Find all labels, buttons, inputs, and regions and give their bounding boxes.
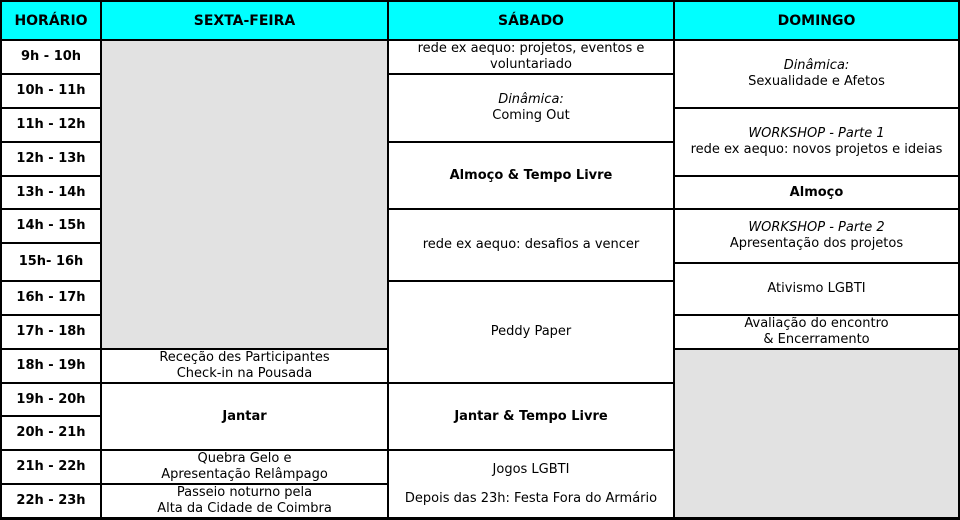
time-slot: 18h - 19h <box>2 350 100 382</box>
friday-icebreaker: Quebra Gelo e Apresentação Relâmpago <box>102 451 387 483</box>
saturday-party: Depois das 23h: Festa Fora do Armário <box>404 490 658 506</box>
saturday-dinner: Jantar & Tempo Livre <box>389 384 673 449</box>
saturday-evening <box>389 451 673 517</box>
header-saturday: SÁBADO <box>389 2 673 39</box>
time-slot: 15h- 16h <box>2 244 100 280</box>
friday-checkin: Receção des Participantes Check-in na Pousada <box>102 350 387 382</box>
time-slot: 22h - 23h <box>2 485 100 517</box>
time-slot: 17h - 18h <box>2 316 100 348</box>
sunday-evaluation: Avaliação do encontro & Encerramento <box>675 316 958 348</box>
sunday-lunch: Almoço <box>675 177 958 208</box>
header-sunday: DOMINGO <box>675 2 958 39</box>
time-slot: 16h - 17h <box>2 282 100 314</box>
friday-night-walk: Passeio noturno pela Alta da Cidade de Coimbra <box>102 485 387 517</box>
friday-empty-slot <box>102 41 387 348</box>
time-slot: 12h - 13h <box>2 143 100 175</box>
sunday-workshop-1: WORKSHOP - Parte 1 rede ex aequo: novos projetos e ideias <box>675 109 958 175</box>
time-slot: 11h - 12h <box>2 109 100 141</box>
saturday-lunch: Almoço & Tempo Livre <box>389 143 673 208</box>
time-slot: 9h - 10h <box>2 41 100 73</box>
sunday-workshop-2: WORKSHOP - Parte 2 Apresentação dos projetos <box>675 210 958 262</box>
sunday-dynamic: Dinâmica: Sexualidade e Afetos <box>675 41 958 107</box>
friday-dinner: Jantar <box>102 384 387 449</box>
saturday-games: Jogos LGBTI <box>492 461 570 477</box>
sunday-empty-slot <box>675 350 958 517</box>
time-slot: 19h - 20h <box>2 384 100 415</box>
saturday-projects: rede ex aequo: projetos, eventos e voluntariado <box>389 41 673 73</box>
saturday-peddy-paper: Peddy Paper <box>389 282 673 382</box>
time-slot: 13h - 14h <box>2 177 100 208</box>
saturday-coming-out: Dinâmica: Coming Out <box>389 75 673 141</box>
header-time: HORÁRIO <box>2 2 100 39</box>
sunday-activism: Ativismo LGBTI <box>675 264 958 314</box>
time-slot: 10h - 11h <box>2 75 100 107</box>
header-friday: SEXTA-FEIRA <box>102 2 387 39</box>
time-slot: 14h - 15h <box>2 210 100 242</box>
time-slot: 21h - 22h <box>2 451 100 483</box>
saturday-challenges: rede ex aequo: desafios a vencer <box>389 210 673 280</box>
time-slot: 20h - 21h <box>2 417 100 449</box>
